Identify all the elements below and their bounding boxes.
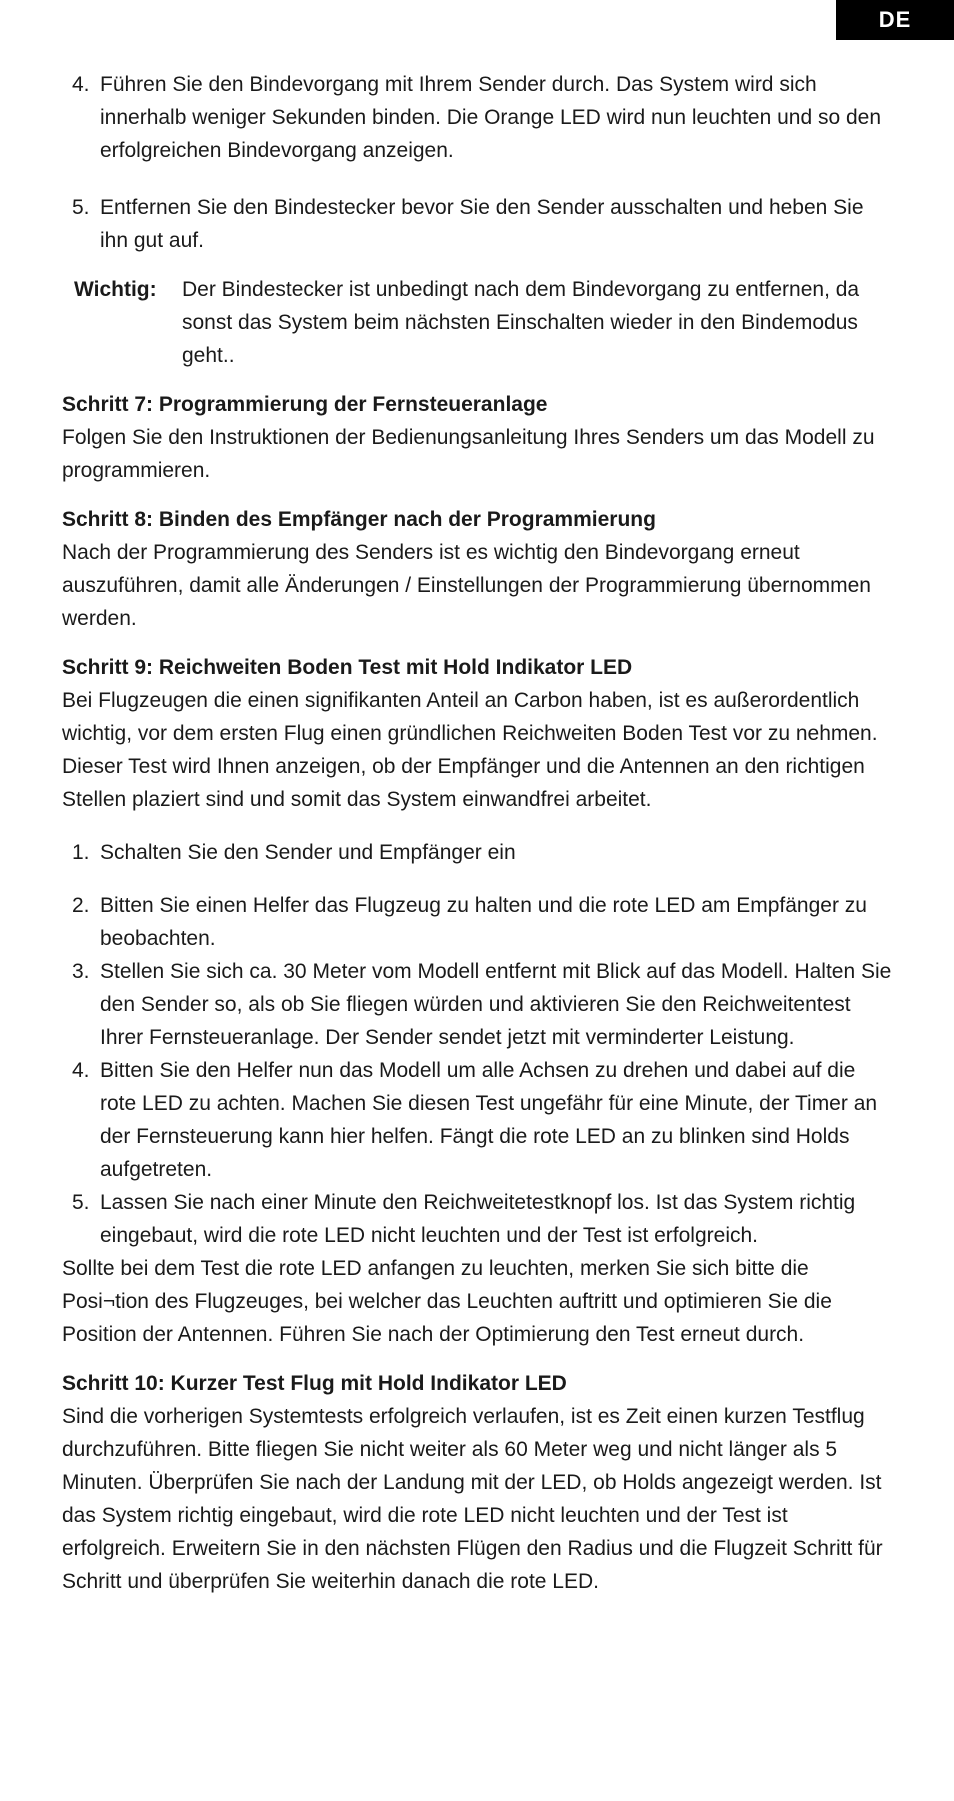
important-text: Der Bindestecker ist unbedingt nach dem Bindevorgang zu entfernen, da sonst das System beim nächsten Einschalten wieder in den Bindemodus geht.. <box>182 278 860 367</box>
list-text: Entfernen Sie den Bindestecker bevor Sie den Sender ausschalten und heben Sie ihn gut auf. <box>100 196 864 252</box>
list-item <box>62 68 892 167</box>
section-body: Sollte bei dem Test die rote LED anfangen zu leuchten, merken Sie sich bitte die Posi¬tion des Flugzeuges, bei welcher das Leuchten auftritt und optimieren Sie die Position der Antennen. Führen Sie nach der Optimierung den Test erneut durch. <box>62 1257 832 1346</box>
list-text: Bitten Sie einen Helfer das Flugzeug zu halten und die rote LED am Empfänger zu beobachten. <box>100 894 867 950</box>
section-step-7 <box>62 388 892 487</box>
section-title: Schritt 10: Kurzer Test Flug mit Hold Indikator LED <box>62 1372 567 1395</box>
list-item <box>62 1186 892 1252</box>
list-item <box>62 955 892 1054</box>
list-text: Führen Sie den Bindevorgang mit Ihrem Sender durch. Das System wird sich innerhalb weniger Sekunden binden. Die Orange LED wird nun leuchten und so den erfolgreichen Bindevorgang anzeigen. <box>100 73 882 162</box>
step-9-list <box>62 836 892 1252</box>
section-title: Schritt 7: Programmierung der Fernsteueranlage <box>62 393 548 416</box>
list-text: Stellen Sie sich ca. 30 Meter vom Modell entfernt mit Blick auf das Modell. Halten Sie den Sender so, als ob Sie fliegen würden und aktivieren Sie den Reichweitentest Ihrer Fernsteueranlage. Der Sender sendet jetzt mit verminderter Leistung. <box>100 960 892 1049</box>
intro-list <box>62 68 892 257</box>
section-body: Nach der Programmierung des Senders ist es wichtig den Bindevorgang erneut auszuführen, damit alle Änderungen / Einstellungen der Programmierung übernommen werden. <box>62 541 871 630</box>
list-item <box>62 1054 892 1186</box>
list-text: Bitten Sie den Helfer nun das Modell um alle Achsen zu drehen und dabei auf die rote LED zu achten. Machen Sie diesen Test ungefähr für eine Minute, der Timer an der Fernsteuerung kann hier helfen. Fängt die rote LED an zu blinken sind Holds aufgetreten. <box>100 1059 878 1181</box>
list-text: Lassen Sie nach einer Minute den Reichweitetestknopf los. Ist das System richtig eingebaut, wird die rote LED nicht leuchten und der Test ist erfolgreich. <box>100 1191 856 1247</box>
section-body: Bei Flugzeugen die einen signifikanten Anteil an Carbon haben, ist es außerordentlich wichtig, vor dem ersten Flug einen gründlichen Reichweiten Boden Test vor zu nehmen. Dieser Test wird Ihnen anzeigen, ob der Empfänger und die Antennen an den richtigen Stellen plaziert sind und somit das System einwandfrei arbeitet. <box>62 689 878 811</box>
section-step-10 <box>62 1367 892 1598</box>
list-number: 1. <box>72 841 90 864</box>
list-number: 3. <box>72 960 90 983</box>
section-body: Sind die vorherigen Systemtests erfolgreich verlaufen, ist es Zeit einen kurzen Testflug durchzuführen. Bitte fliegen Sie nicht weiter als 60 Meter weg und nicht länger als 5 Minuten. Überprüfen Sie nach der Landung mit der LED, ob Holds angezeigt werden. Ist das System richtig eingebaut, wird die rote LED nicht leuchten und der Test ist erfolgreich. Erweitern Sie in den nächsten Flügen den Radius und die Flugzeit Schritt für Schritt und überprüfen Sie weiterhin danach die rote LED. <box>62 1405 883 1593</box>
section-step-9 <box>62 651 892 1351</box>
section-body: Folgen Sie den Instruktionen der Bedienungsanleitung Ihres Senders um das Modell zu programmieren. <box>62 426 875 482</box>
list-number: 2. <box>72 894 90 917</box>
important-note <box>74 273 892 372</box>
important-label: Wichtig: <box>74 278 157 301</box>
section-title: Schritt 9: Reichweiten Boden Test mit Hold Indikator LED <box>62 656 633 679</box>
language-tab: DE <box>836 0 954 40</box>
section-step-8 <box>62 503 892 635</box>
list-number: 5. <box>72 196 90 219</box>
list-item <box>62 889 892 955</box>
list-number: 4. <box>72 1059 90 1082</box>
list-text: Schalten Sie den Sender und Empfänger ein <box>100 841 516 864</box>
list-item <box>62 191 892 257</box>
manual-page-content <box>62 68 892 1598</box>
list-number: 5. <box>72 1191 90 1214</box>
list-item <box>62 836 892 869</box>
list-number: 4. <box>72 73 90 96</box>
section-title: Schritt 8: Binden des Empfänger nach der Programmierung <box>62 508 656 531</box>
